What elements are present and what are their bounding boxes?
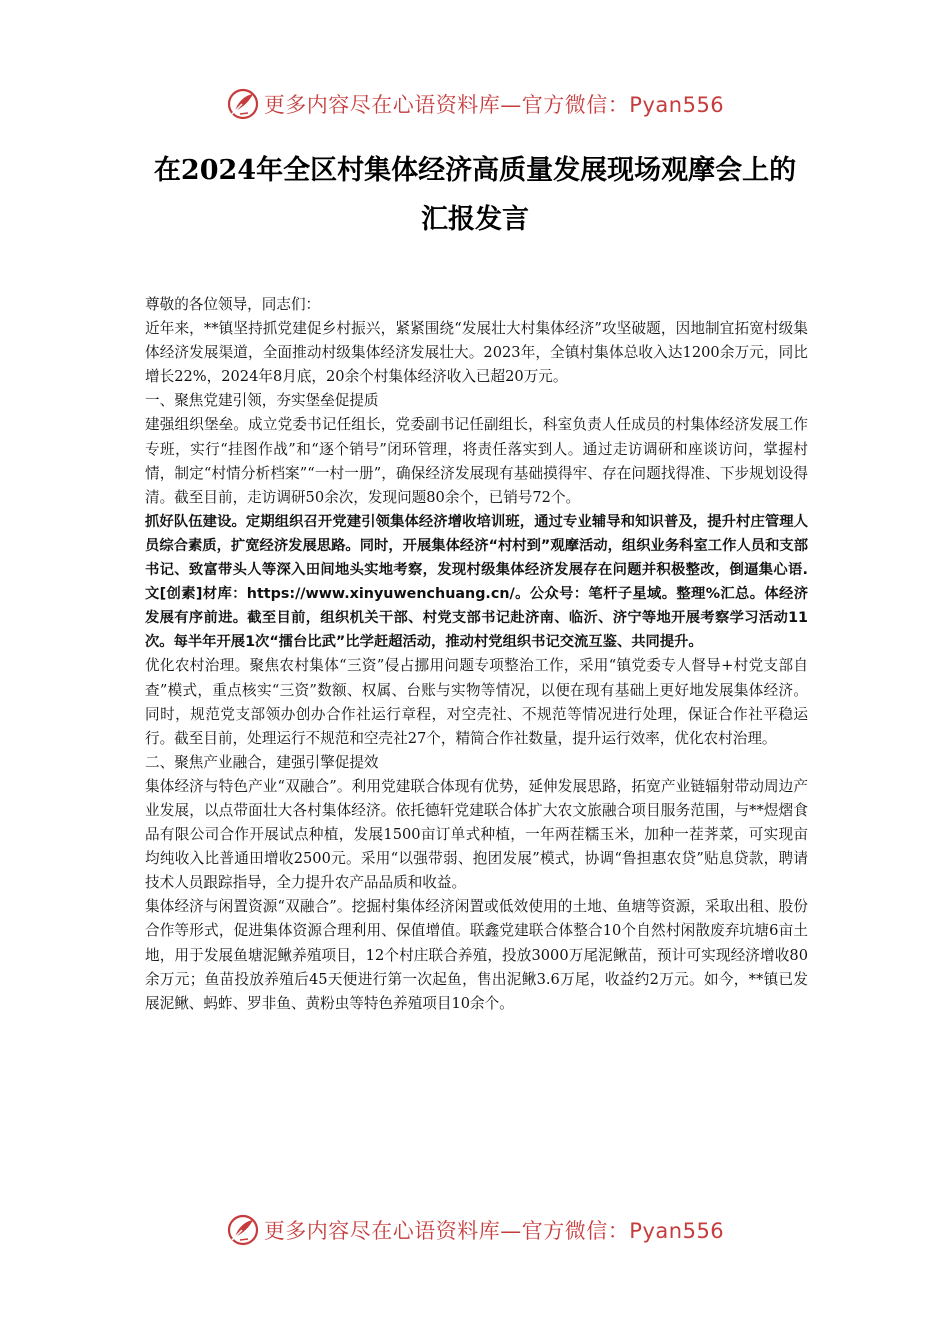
header-watermark-banner bbox=[0, 84, 950, 124]
brand-logo-icon bbox=[226, 87, 260, 121]
footer-watermark-banner bbox=[0, 1210, 950, 1250]
body-paragraph: 二、聚焦产业融合，建强引擎促提效 bbox=[145, 753, 379, 771]
document-body bbox=[145, 293, 808, 1016]
body-paragraph: 一、聚焦党建引领，夯实堡垒促提质 bbox=[145, 392, 379, 410]
body-paragraph: 建强组织堡垒。成立党委书记任组长，党委副书记任副组长，科室负责人任成员的村集体经济发展工作专班，实行“挂图作战”和“逐个销号”闭环管理，将责任落实到人。通过走访调研和座谈访问，掌握村情，制定“村情分析档案”“一村一册”，确保经济发展现有基础摸得牢、存在问题找得准、下步规划设得清。截至目前，走访调研50余次，发现问题80余个，已销号72个。 bbox=[145, 416, 808, 506]
body-paragraph: 优化农村治理。聚焦农村集体“三资”侵占挪用问题专项整治工作，采用“镇党委专人督导+村党支部自查”模式，重点核实“三资”数额、权属、台账与实物等情况，以便在现有基础上更好地发展集体经济。同时，规范党支部领办创办合作社运行章程，对空壳社、不规范等情况进行处理，保证合作社平稳运行。截至目前，处理运行不规范和空壳社27个，精简合作社数量，提升运行效率，优化农村治理。 bbox=[145, 657, 808, 747]
body-paragraph: 近年来，**镇坚持抓党建促乡村振兴，紧紧围绕“发展壮大村集体经济”攻坚破题，因地制宜拓宽村级集体经济发展渠道，全面推动村级集体经济发展壮大。2023年，全镇村集体总收入达1200余万元，同比增长22%，2024年8月底，20余个村集体经济收入已超20万元。 bbox=[145, 320, 808, 386]
body-paragraph: 集体经济与特色产业“双融合”。利用党建联合体现有优势，延伸发展思路，拓宽产业链辐射带动周边产业发展，以点带面壮大各村集体经济。依托德轩党建联合体扩大农文旅融合项目服务范围，与**煜熠食品有限公司合作开展试点种植，发展1500亩订单式种植，一年两茬糯玉米，加种一茬荠菜，可实现亩均纯收入比普通田增收2500元。采用“以强带弱、抱团发展”模式，协调“鲁担惠农贷”贴息贷款，聘请技术人员跟踪指导，全力提升农产品品质和收益。 bbox=[145, 777, 808, 892]
body-paragraph: 抓好队伍建设。定期组织召开党建引领集体经济增收培训班，通过专业辅导和知识普及，提升村庄管理人员综合素质，扩宽经济发展思路。同时，开展集体经济“村村到”观摩活动，组织业务科室工作人员和支部书记、致富带头人等深入田间地头实地考察，发现村级集体经济发展存在问题并积极整改，倒逼集心语.文[创素]材库：https://www.xinyuwenchuang.cn/。公众号：笔杆子星域。整理%汇总。体经济发展有序前进。截至目前，组织机关干部、村党支部书记赴济南、临沂、济宁等地开展考察学习活动11次。每半年开展1次“擂台比武”比学赶超活动，推动村党组织书记交流互鉴、共同提升。 bbox=[145, 513, 808, 651]
body-paragraph: 尊敬的各位领导，同志们： bbox=[145, 296, 321, 313]
brand-logo-icon bbox=[226, 1213, 260, 1247]
header-watermark-text: 更多内容尽在心语资料库—官方微信：Pyan556 bbox=[263, 93, 725, 117]
body-paragraph: 集体经济与闲置资源“双融合”。挖掘村集体经济闲置或低效使用的土地、鱼塘等资源，采取出租、股份合作等形式，促进集体资源合理利用、保值增值。联鑫党建联合体整合10个自然村闲散废弃坑塘6亩土地，用于发展鱼塘泥鳅养殖项目，12个村庄联合养殖，投放3000万尾泥鳅苗，预计可实现经济增收80余万元；鱼苗投放养殖后45天便进行第一次起鱼，售出泥鳅3.6万尾，收益约2万元。如今，**镇已发展泥鳅、蚂蚱、罗非鱼、黄粉虫等特色养殖项目10余个。 bbox=[145, 898, 808, 1012]
footer-watermark-text: 更多内容尽在心语资料库—官方微信：Pyan556 bbox=[263, 1219, 725, 1243]
document-title: 在2024年全区村集体经济高质量发展现场观摩会上的汇报发言 bbox=[153, 155, 797, 235]
